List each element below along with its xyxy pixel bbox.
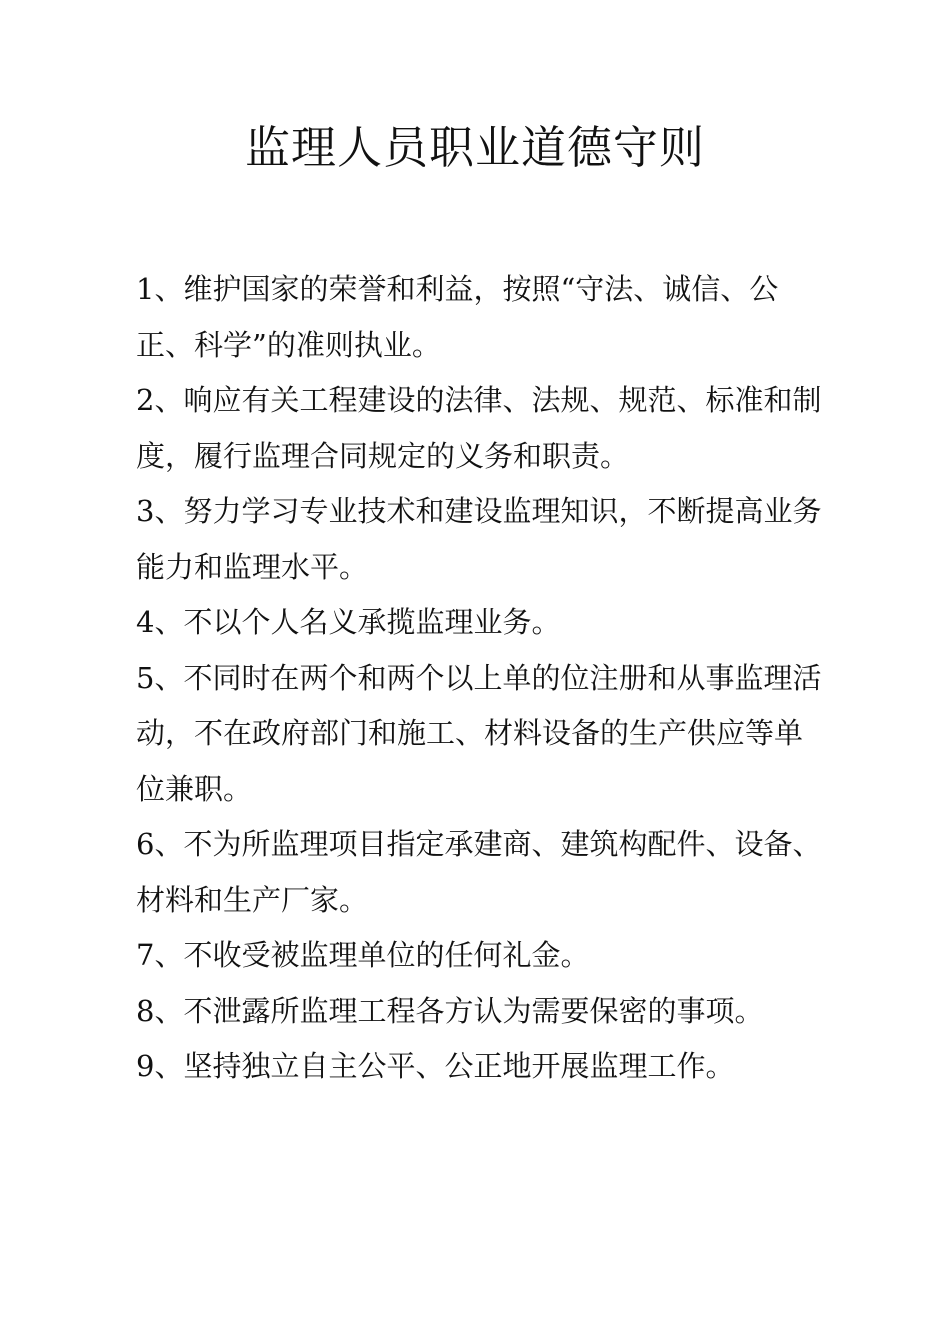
rule-item-6: 6、不为所监理项目指定承建商、建筑构配件、设备、材料和生产厂家。: [136, 827, 822, 917]
rule-item-4: 4、不以个人名义承揽监理业务。: [136, 605, 561, 639]
rule-item-5: 5、不同时在两个和两个以上单的位注册和从事监理活动，不在政府部门和施工、材料设备的生产供应等单位兼职。: [136, 660, 822, 806]
rule-item-7: 7、不收受被监理单位的任何礼金。: [136, 938, 590, 972]
rule-item-9: 9、坚持独立自主公平、公正地开展监理工作。: [136, 1049, 735, 1083]
rule-item-1: 1、维护国家的荣誉和利益，按照“守法、诚信、公正、科学”的准则执业。: [136, 272, 779, 362]
rule-item-2: 2、响应有关工程建设的法律、法规、规范、标准和制度，履行监理合同规定的义务和职责。: [136, 383, 822, 473]
rule-item-3: 3、努力学习专业技术和建设监理知识，不断提高业务能力和监理水平。: [136, 494, 822, 584]
document-title: 监理人员职业道德守则: [244, 121, 705, 174]
rules-list: [136, 262, 826, 1095]
rule-item-8: 8、不泄露所监理工程各方认为需要保密的事项。: [136, 993, 764, 1028]
